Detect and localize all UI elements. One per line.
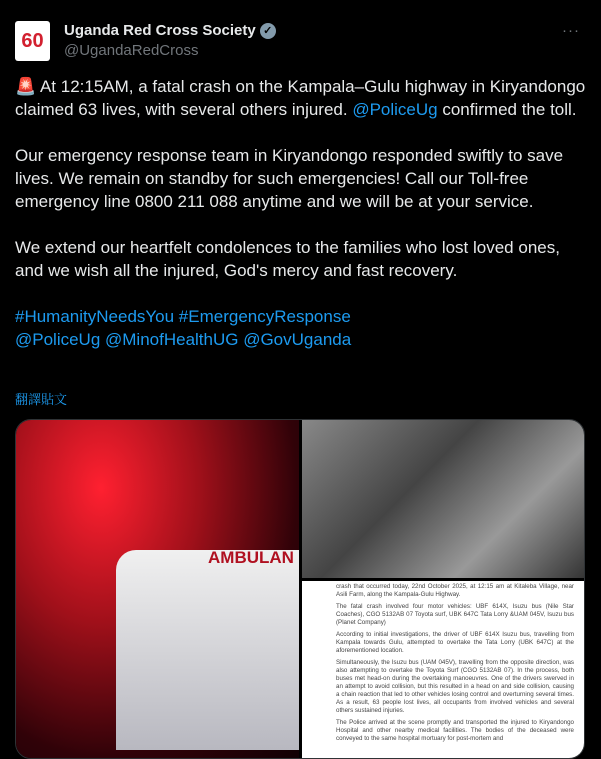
ambulance <box>116 550 299 750</box>
more-options-button[interactable]: ··· <box>562 22 580 39</box>
statement-document-image[interactable]: crash that occurred today, 22nd October 2025, at 12:15 am at Kitaleba Village, near Asili Farm, along the Kampala-Gulu Highway. The fatal crash involved four motor vehicles: UBF 614X, Isuzu bus (Nile Star Coaches), CGO 5132AB 07 Toyota surf, UBK 647C Tata Lorry &UAM 045V, Isuzu bus (Planet Company) According to initial investigations, the driver of UBF 614X Isuzu bus, travelling from Kampala towards Gulu, attempted to overtake the Tata Lorry (UBK 647C) at the aforementioned location. Simultaneously, the Isuzu bus (UAM 045V), travelling from the opposite direction, was also attempting to overtake the Toyota Surf (CGO 5132AB 07). In the process, both buses met head-on during the overtaking manoeuvres. One of the drivers swerved in an attempt to avoid collision, but this resulted in a head on and side collision, causing a chain reaction that led to other vehicles losing control and overturning several times. As a result, 63 people lost lives, all occupants from involved vehicles and several others sustained injuries. The Police arrived at the scene promptly and transported the injured to Kiryandongo Hospital and other nearby medical facilities. The bodies of the deceased were conveyed to the same hospital mortuary for post-mortem and <box>302 581 585 759</box>
paragraph: We extend our heartfelt condolences to the families who lost loved ones, and we wish all the injured, God's mercy and fast recovery. <box>15 238 560 280</box>
translate-post-link[interactable]: 翻譯貼文 <box>15 392 68 407</box>
siren-emoji: 🚨 <box>15 77 37 96</box>
author-name[interactable]: Uganda Red Cross Society ✓ <box>64 22 276 39</box>
media-grid <box>15 419 585 759</box>
hashtags-link[interactable]: #HumanityNeedsYou #EmergencyResponse <box>15 307 351 326</box>
avatar[interactable]: 60 <box>15 21 50 61</box>
author-handle[interactable]: @UgandaRedCross <box>64 42 199 59</box>
rescue-photo[interactable] <box>302 420 585 578</box>
mentions-link[interactable]: @PoliceUg @MinofHealthUG @GovUganda <box>15 330 352 349</box>
tweet-text: 🚨 At 12:15AM, a fatal crash on the Kampala–Gulu highway in Kiryandongo claimed 63 lives, with several others injured. @PoliceUg confirmed the toll. Our emergency response team in Kiryandongo responded swiftly to save lives. We remain on standby for such emergencies! Call our Toll-free emergency line 0800 211 088 anytime and we will be at your service. We extend our heartfelt condolences to the families who lost loved ones, and we wish all the injured, God's mercy and fast recovery. #HumanityNeedsYou #EmergencyResponse @PoliceUg @MinofHealthUG @GovUganda <box>15 77 586 349</box>
paragraph: Our emergency response team in Kiryandongo responded swiftly to save lives. We remain on standby for such emergencies! Call our Toll-free emergency line 0800 211 088 anytime and we will be at your service. <box>15 146 564 211</box>
ambulance-photo[interactable]: AMBULAN <box>16 420 299 759</box>
verified-badge-icon: ✓ <box>260 23 276 39</box>
mention-link[interactable]: @PoliceUg <box>352 100 438 119</box>
